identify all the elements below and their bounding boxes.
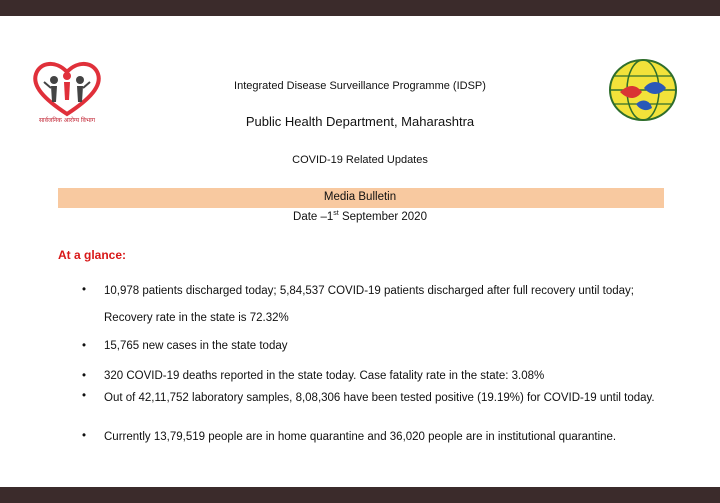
department-title: Public Health Department, Maharashtra (245, 114, 475, 129)
bottom-frame-bar (0, 487, 720, 503)
bullet-icon: • (82, 340, 87, 352)
bullet-icon: • (82, 430, 87, 442)
bullet-icon: • (82, 284, 87, 296)
glance-heading: At a glance: (58, 248, 127, 262)
left-logo-caption: सार्वजनिक आरोग्य विभाग (38, 117, 96, 124)
bulletin-title: Media Bulletin (323, 191, 397, 203)
programme-title: Integrated Disease Surveillance Programme (IDSP) (234, 80, 486, 92)
bullet-icon: • (82, 390, 87, 402)
updates-title: COVID-19 Related Updates (292, 154, 428, 166)
document-page: सार्वजनिक आरोग्य विभाग Integrated Disease Surveillance Programme (IDSP) Public Health Department, Maharashtra COVID-19 Related Updates Media Bulletin Date –1st September 2020 At a glance: • 10,978 patients discharged today; 5,84,537 COVID-19 patients discharged after full recovery until today; Recovery rate in the state is 72.32% • 15,765 new cases in the state today • 320 COVID-19 deaths reported in the state today. Case fatality rate in the state: 3.08% • Out of 42,11,752 laboratory samples, 8,08,306 have been tested positive (19.19%) for COVID-19 until today. • Currently 13,79,519 people are in home quarantine and 36,020 people are in institutional quarantine. (0, 16, 720, 487)
bulletin-date: Date –1st September 2020 (293, 210, 427, 223)
top-frame-bar (0, 0, 720, 16)
bullet-icon: • (82, 370, 87, 382)
